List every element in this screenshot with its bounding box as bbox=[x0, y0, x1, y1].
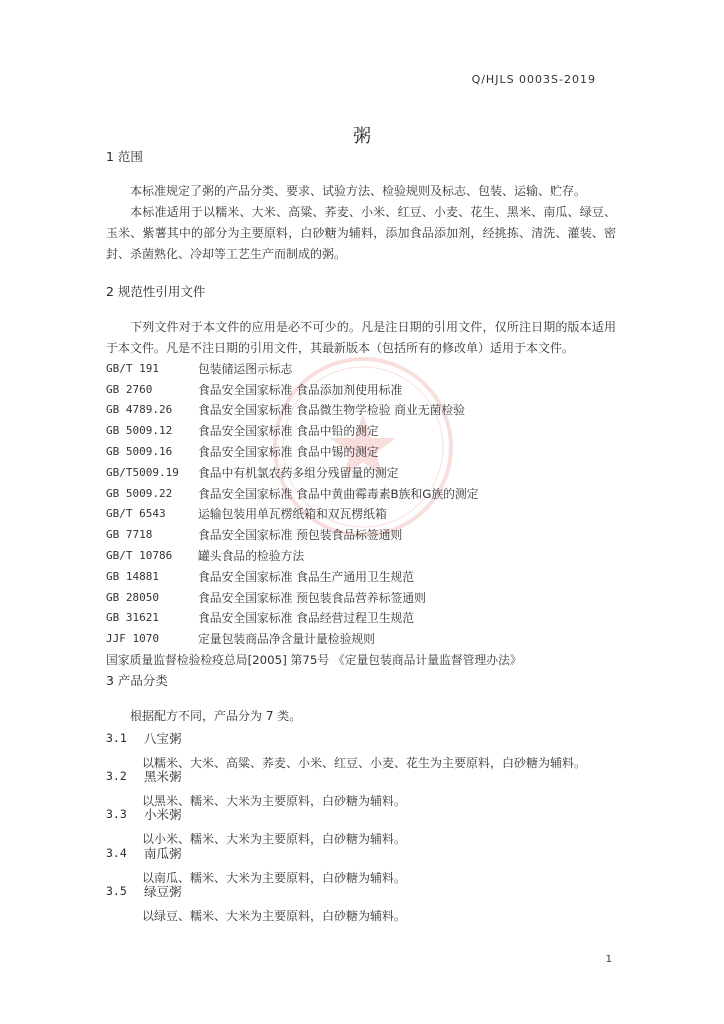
reference-code: GB/T 6543 bbox=[106, 507, 166, 521]
reference-title: 罐头食品的检验方法 bbox=[198, 549, 305, 564]
category-name: 绿豆粥 bbox=[144, 884, 182, 899]
category-item bbox=[106, 729, 616, 771]
reference-title: 食品安全国家标准 食品微生物学检验 商业无菌检验 bbox=[198, 403, 466, 418]
section-heading-classification: 3 产品分类 bbox=[106, 673, 168, 688]
category-item bbox=[106, 844, 616, 886]
category-name: 南瓜粥 bbox=[144, 846, 182, 861]
reference-title: 食品中有机氯农药多组分残留量的测定 bbox=[198, 465, 399, 480]
reference-list bbox=[106, 358, 616, 670]
category-number: 3.4 bbox=[106, 846, 127, 860]
scope-text-2: 本标准适用于以糯米、大米、高粱、荞麦、小米、红豆、小麦、花生、黑米、南瓜、绿豆、玉米、紫薯其中的部分为主要原料，白砂糖为辅料，添加食品添加剂，经挑拣、清洗、灌装、密封、杀菌熟化、冷却等工艺生产而制成的粥。 bbox=[106, 205, 616, 261]
reference-code: GB 14881 bbox=[106, 569, 159, 583]
reference-code: GB 28050 bbox=[106, 590, 159, 604]
reference-item bbox=[106, 483, 616, 504]
scope-paragraph-2 bbox=[106, 202, 616, 265]
reference-code: GB 5009.22 bbox=[106, 486, 173, 500]
classification-intro bbox=[106, 706, 616, 727]
category-number: 3.3 bbox=[106, 807, 127, 821]
reference-item bbox=[106, 358, 616, 379]
reference-title: 定量包装商品净含量计量检验规则 bbox=[198, 632, 375, 647]
reference-title: 食品安全国家标准 食品添加剂使用标准 bbox=[198, 382, 403, 397]
category-number: 3.2 bbox=[106, 769, 127, 783]
reference-title: 食品安全国家标准 食品经营过程卫生规范 bbox=[198, 611, 415, 626]
reference-title: 包装储运图示标志 bbox=[198, 361, 293, 376]
category-name: 黑米粥 bbox=[144, 769, 182, 784]
reference-item bbox=[106, 379, 616, 400]
category-number: 3.5 bbox=[106, 884, 127, 898]
reference-title: 食品安全国家标准 食品中铅的测定 bbox=[198, 424, 379, 439]
category-description: 以黑米、糯米、大米为主要原料，白砂糖为辅料。 bbox=[142, 794, 407, 808]
section-heading-scope: 1 范围 bbox=[106, 149, 143, 164]
category-item bbox=[106, 882, 616, 924]
reference-item bbox=[106, 545, 616, 566]
reference-code: JJF 1070 bbox=[106, 632, 159, 646]
category-description: 以南瓜、糯米、大米为主要原料，白砂糖为辅料。 bbox=[142, 871, 407, 885]
reference-item bbox=[106, 587, 616, 608]
page-number: 1 bbox=[605, 954, 612, 965]
reference-item bbox=[106, 420, 616, 441]
reference-item bbox=[106, 566, 616, 587]
scope-text-1: 本标准规定了粥的产品分类、要求、试验方法、检验规则及标志、包装、运输、贮存。 bbox=[130, 184, 587, 198]
reference-title: 食品安全国家标准 预包装食品标签通则 bbox=[198, 528, 403, 543]
reference-code: GB/T 10786 bbox=[106, 549, 173, 563]
reference-item bbox=[106, 524, 616, 545]
page-title: 粥 bbox=[353, 126, 371, 147]
reference-item bbox=[106, 400, 616, 421]
reference-title: 食品安全国家标准 食品中黄曲霉毒素B族和G族的测定 bbox=[198, 486, 479, 501]
category-item bbox=[106, 805, 616, 847]
classification-intro-text: 根据配方不同，产品分为 7 类。 bbox=[130, 709, 302, 723]
reference-item bbox=[106, 441, 616, 462]
reference-title: 食品安全国家标准 食品生产通用卫生规范 bbox=[198, 569, 415, 584]
reference-code: GB 7718 bbox=[106, 528, 153, 542]
reference-code: GB/T 191 bbox=[106, 361, 159, 375]
section-heading-refs: 2 规范性引用文件 bbox=[106, 284, 206, 299]
reference-code: GB 4789.26 bbox=[106, 403, 173, 417]
reference-code: GB/T5009.19 bbox=[106, 465, 179, 479]
refs-intro-text: 下列文件对于本文件的应用是必不可少的。凡是注日期的引用文件，仅所注日期的版本适用于本文件。凡是不注日期的引用文件，其最新版本（包括所有的修改单）适用于本文件。 bbox=[106, 320, 616, 355]
reference-item bbox=[106, 504, 616, 525]
document-code: Q/HJLS 0003S-2019 bbox=[471, 73, 596, 86]
refs-intro-paragraph bbox=[106, 317, 616, 359]
reference-code: GB 5009.16 bbox=[106, 445, 173, 459]
category-name: 八宝粥 bbox=[144, 731, 182, 746]
reference-item bbox=[106, 628, 616, 649]
reference-extra-text: 国家质量监督检验检疫总局[2005] 第75号 《定量包装商品计量监督管理办法》 bbox=[106, 653, 522, 668]
reference-title: 食品安全国家标准 预包装食品营养标签通则 bbox=[198, 590, 426, 605]
category-description: 以小米、糯米、大米为主要原料，白砂糖为辅料。 bbox=[142, 832, 407, 846]
category-number: 3.1 bbox=[106, 731, 127, 745]
reference-item bbox=[106, 608, 616, 629]
category-description: 以糯米、大米、高粱、荞麦、小米、红豆、小麦、花生为主要原料，白砂糖为辅料。 bbox=[142, 756, 587, 770]
reference-code: GB 31621 bbox=[106, 611, 159, 625]
category-name: 小米粥 bbox=[144, 807, 182, 822]
reference-code: GB 5009.12 bbox=[106, 424, 173, 438]
reference-item-extra bbox=[106, 649, 616, 670]
reference-title: 食品安全国家标准 食品中锡的测定 bbox=[198, 445, 379, 460]
category-description: 以绿豆、糯米、大米为主要原料，白砂糖为辅料。 bbox=[142, 909, 407, 923]
scope-paragraph-1 bbox=[106, 181, 616, 202]
category-item bbox=[106, 767, 616, 809]
reference-code: GB 2760 bbox=[106, 382, 153, 396]
reference-title: 运输包装用单瓦楞纸箱和双瓦楞纸箱 bbox=[198, 507, 387, 522]
reference-item bbox=[106, 462, 616, 483]
